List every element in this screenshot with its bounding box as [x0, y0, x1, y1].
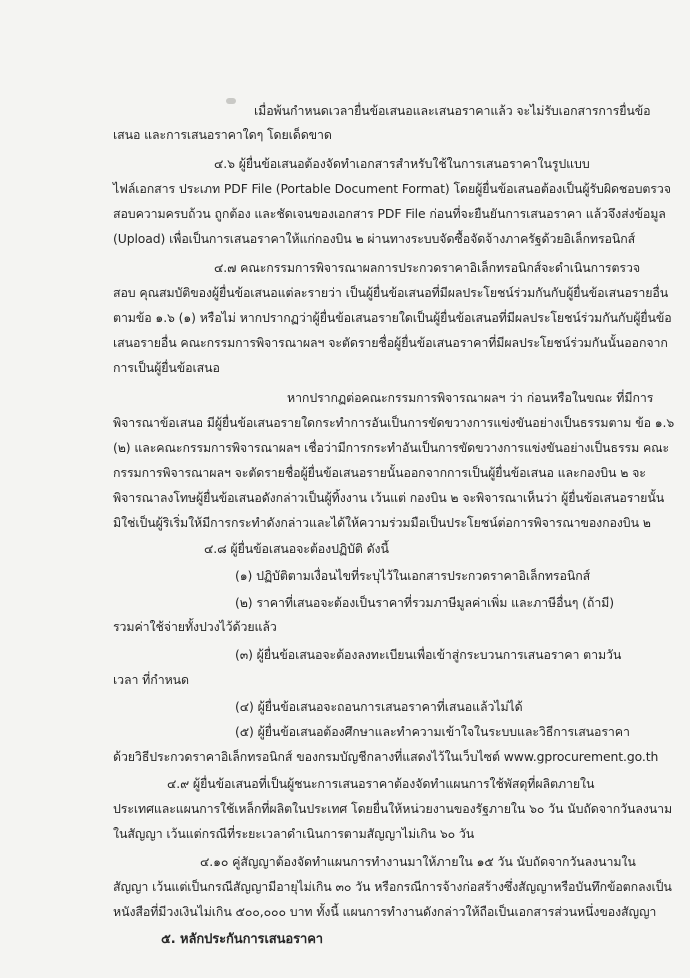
- para-4-7-line-4: เสนอรายอื่น คณะกรรมการพิจารณาผลฯ จะตัดรายชื่อผู้ยื่นข้อเสนอราคาที่มีผลประโยชน์ร่วมกันนั้นออกจาก: [113, 335, 668, 350]
- item-3-line-2: เวลา ที่กำหนด: [113, 672, 189, 687]
- para-4-7-line-1: ๔.๗ คณะกรรมการพิจารณาผลการประกวดราคาอิเล็กทรอนิกส์จะดำเนินการตรวจ: [214, 260, 641, 275]
- para-4-6-line-3: สอบความครบถ้วน ถูกต้อง และชัดเจนของเอกสาร PDF File ก่อนที่จะยืนยันการเสนอราคา แล้วจึงส่งข้อมูล: [113, 206, 666, 221]
- item-2-line-2: รวมค่าใช้จ่ายทั้งปวงไว้ด้วยแล้ว: [113, 619, 277, 634]
- scan-smudge: [226, 98, 236, 104]
- para-4-9-line-2: ประเทศและแผนการใช้เหล็กที่ผลิตในประเทศ โดยยื่นให้หน่วยงานของรัฐภายใน ๖๐ วัน นับถัดจากวันลงนาม: [113, 801, 673, 816]
- para-deadline-line-2: เสนอ และการเสนอราคาใดๆ โดยเด็ดขาด: [113, 127, 332, 142]
- item-4: (๔) ผู้ยื่นข้อเสนอจะถอนการเสนอราคาที่เสนอแล้วไม่ได้: [235, 699, 523, 714]
- para-4-7b-line-6: มิใช่เป็นผู้ริเริ่มให้มีการกระทำดังกล่าวและได้ให้ความร่วมมือเป็นประโยชน์ต่อการพิจารณาของกองบิน ๒: [113, 515, 651, 530]
- para-4-7b-line-2: พิจารณาข้อเสนอ มีผู้ยื่นข้อเสนอรายใดกระทำการอันเป็นการขัดขวางการแข่งขันอย่างเป็นธรรมตาม ข้อ ๑.๖: [113, 415, 675, 430]
- item-5-line-1: (๕) ผู้ยื่นข้อเสนอต้องศึกษาและทำความเข้าใจในระบบและวิธีการเสนอราคา: [235, 724, 630, 739]
- para-4-6-line-4: (Upload) เพื่อเป็นการเสนอราคาให้แก่กองบิน ๒ ผ่านทางระบบจัดซื้อจัดจ้างภาครัฐด้วยอิเล็กทรอนิกส์: [113, 231, 636, 246]
- para-4-6-line-1: ๔.๖ ผู้ยื่นข้อเสนอต้องจัดทำเอกสารสำหรับใช้ในการเสนอราคาในรูปแบบ: [214, 156, 590, 171]
- section-5-heading: ๕. หลักประกันการเสนอราคา: [161, 932, 323, 947]
- para-deadline-line-1: เมื่อพ้นกำหนดเวลายื่นข้อเสนอและเสนอราคาแล้ว จะไม่รับเอกสารการยื่นข้อ: [254, 103, 651, 118]
- item-3-line-1: (๓) ผู้ยื่นข้อเสนอจะต้องลงทะเบียนเพื่อเข้าสู่กระบวนการเสนอราคา ตามวัน: [235, 647, 622, 662]
- para-4-7-line-5: การเป็นผู้ยื่นข้อเสนอ: [113, 360, 220, 375]
- para-4-7-line-3: ตามข้อ ๑.๖ (๑) หรือไม่ หากปรากฏว่าผู้ยื่นข้อเสนอรายใดเป็นผู้ยื่นข้อเสนอที่มีผลประโยชน์ร่วมกันกับผู้ยื่นข้อ: [113, 310, 672, 325]
- para-4-10-line-2: สัญญา เว้นแต่เป็นกรณีสัญญามีอายุไม่เกิน ๓๐ วัน หรือกรณีการจ้างก่อสร้างซึ่งสัญญาหรือบันทึกข้อตกลงเป็น: [113, 879, 672, 894]
- para-4-7-line-2: สอบ คุณสมบัติของผู้ยื่นข้อเสนอแต่ละรายว่า เป็นผู้ยื่นข้อเสนอที่มีผลประโยชน์ร่วมกันกับผู้ยื่นข้อเสนอรายอื่น: [113, 285, 669, 300]
- para-4-9-line-3: ในสัญญา เว้นแต่กรณีที่ระยะเวลาดำเนินการตามสัญญาไม่เกิน ๖๐ วัน: [113, 826, 475, 841]
- item-1: (๑) ปฏิบัติตามเงื่อนไขที่ระบุไว้ในเอกสารประกวดราคาอิเล็กทรอนิกส์: [235, 568, 591, 583]
- para-4-9-line-1: ๔.๙ ผู้ยื่นข้อเสนอที่เป็นผู้ชนะการเสนอราคาต้องจัดทำแผนการใช้พัสดุที่ผลิตภายใน: [167, 776, 595, 791]
- para-4-10-line-1: ๔.๑๐ คู่สัญญาต้องจัดทำแผนการทำงานมาให้ภายใน ๑๕ วัน นับถัดจากวันลงนามใน: [200, 854, 636, 869]
- para-4-7b-line-3: (๒) และคณะกรรมการพิจารณาผลฯ เชื่อว่ามีการกระทำอันเป็นการขัดขวางการแข่งขันอย่างเป็นธรรม คณะ: [113, 440, 670, 455]
- para-4-7b-line-5: พิจารณาลงโทษผู้ยื่นข้อเสนอดังกล่าวเป็นผู้ทิ้งงาน เว้นแต่ กองบิน ๒ จะพิจารณาเห็นว่า ผู้ยื่นข้อเสนอรายนั้น: [113, 490, 665, 505]
- para-4-7b-line-1: หากปรากฏต่อคณะกรรมการพิจารณาผลฯ ว่า ก่อนหรือในขณะ ที่มีการ: [287, 390, 654, 405]
- para-4-7b-line-4: กรรมการพิจารณาผลฯ จะตัดรายชื่อผู้ยื่นข้อเสนอรายนั้นออกจากการเป็นผู้ยื่นข้อเสนอ และกองบิน ๒ จะ: [113, 465, 646, 480]
- item-2-line-1: (๒) ราคาที่เสนอจะต้องเป็นราคาที่รวมภาษีมูลค่าเพิ่ม และภาษีอื่นๆ (ถ้ามี): [235, 595, 614, 610]
- para-4-6-line-2: ไฟล์เอกสาร ประเภท PDF File (Portable Document Format) โดยผู้ยื่นข้อเสนอต้องเป็นผู้รับผิดชอบตรวจ: [113, 181, 671, 196]
- item-5-line-2: ด้วยวิธีประกวดราคาอิเล็กทรอนิกส์ ของกรมบัญชีกลางที่แสดงไว้ในเว็บไซต์ www.gprocurement.go.th: [113, 749, 659, 764]
- para-4-10-line-3: หนังสือที่มีวงเงินไม่เกิน ๕๐๐,๐๐๐ บาท ทั้งนี้ แผนการทำงานดังกล่าวให้ถือเป็นเอกสารส่วนหนึ่งของสัญญา: [113, 904, 657, 919]
- para-4-8: ๔.๘ ผู้ยื่นข้อเสนอจะต้องปฏิบัติ ดังนี้: [204, 541, 389, 556]
